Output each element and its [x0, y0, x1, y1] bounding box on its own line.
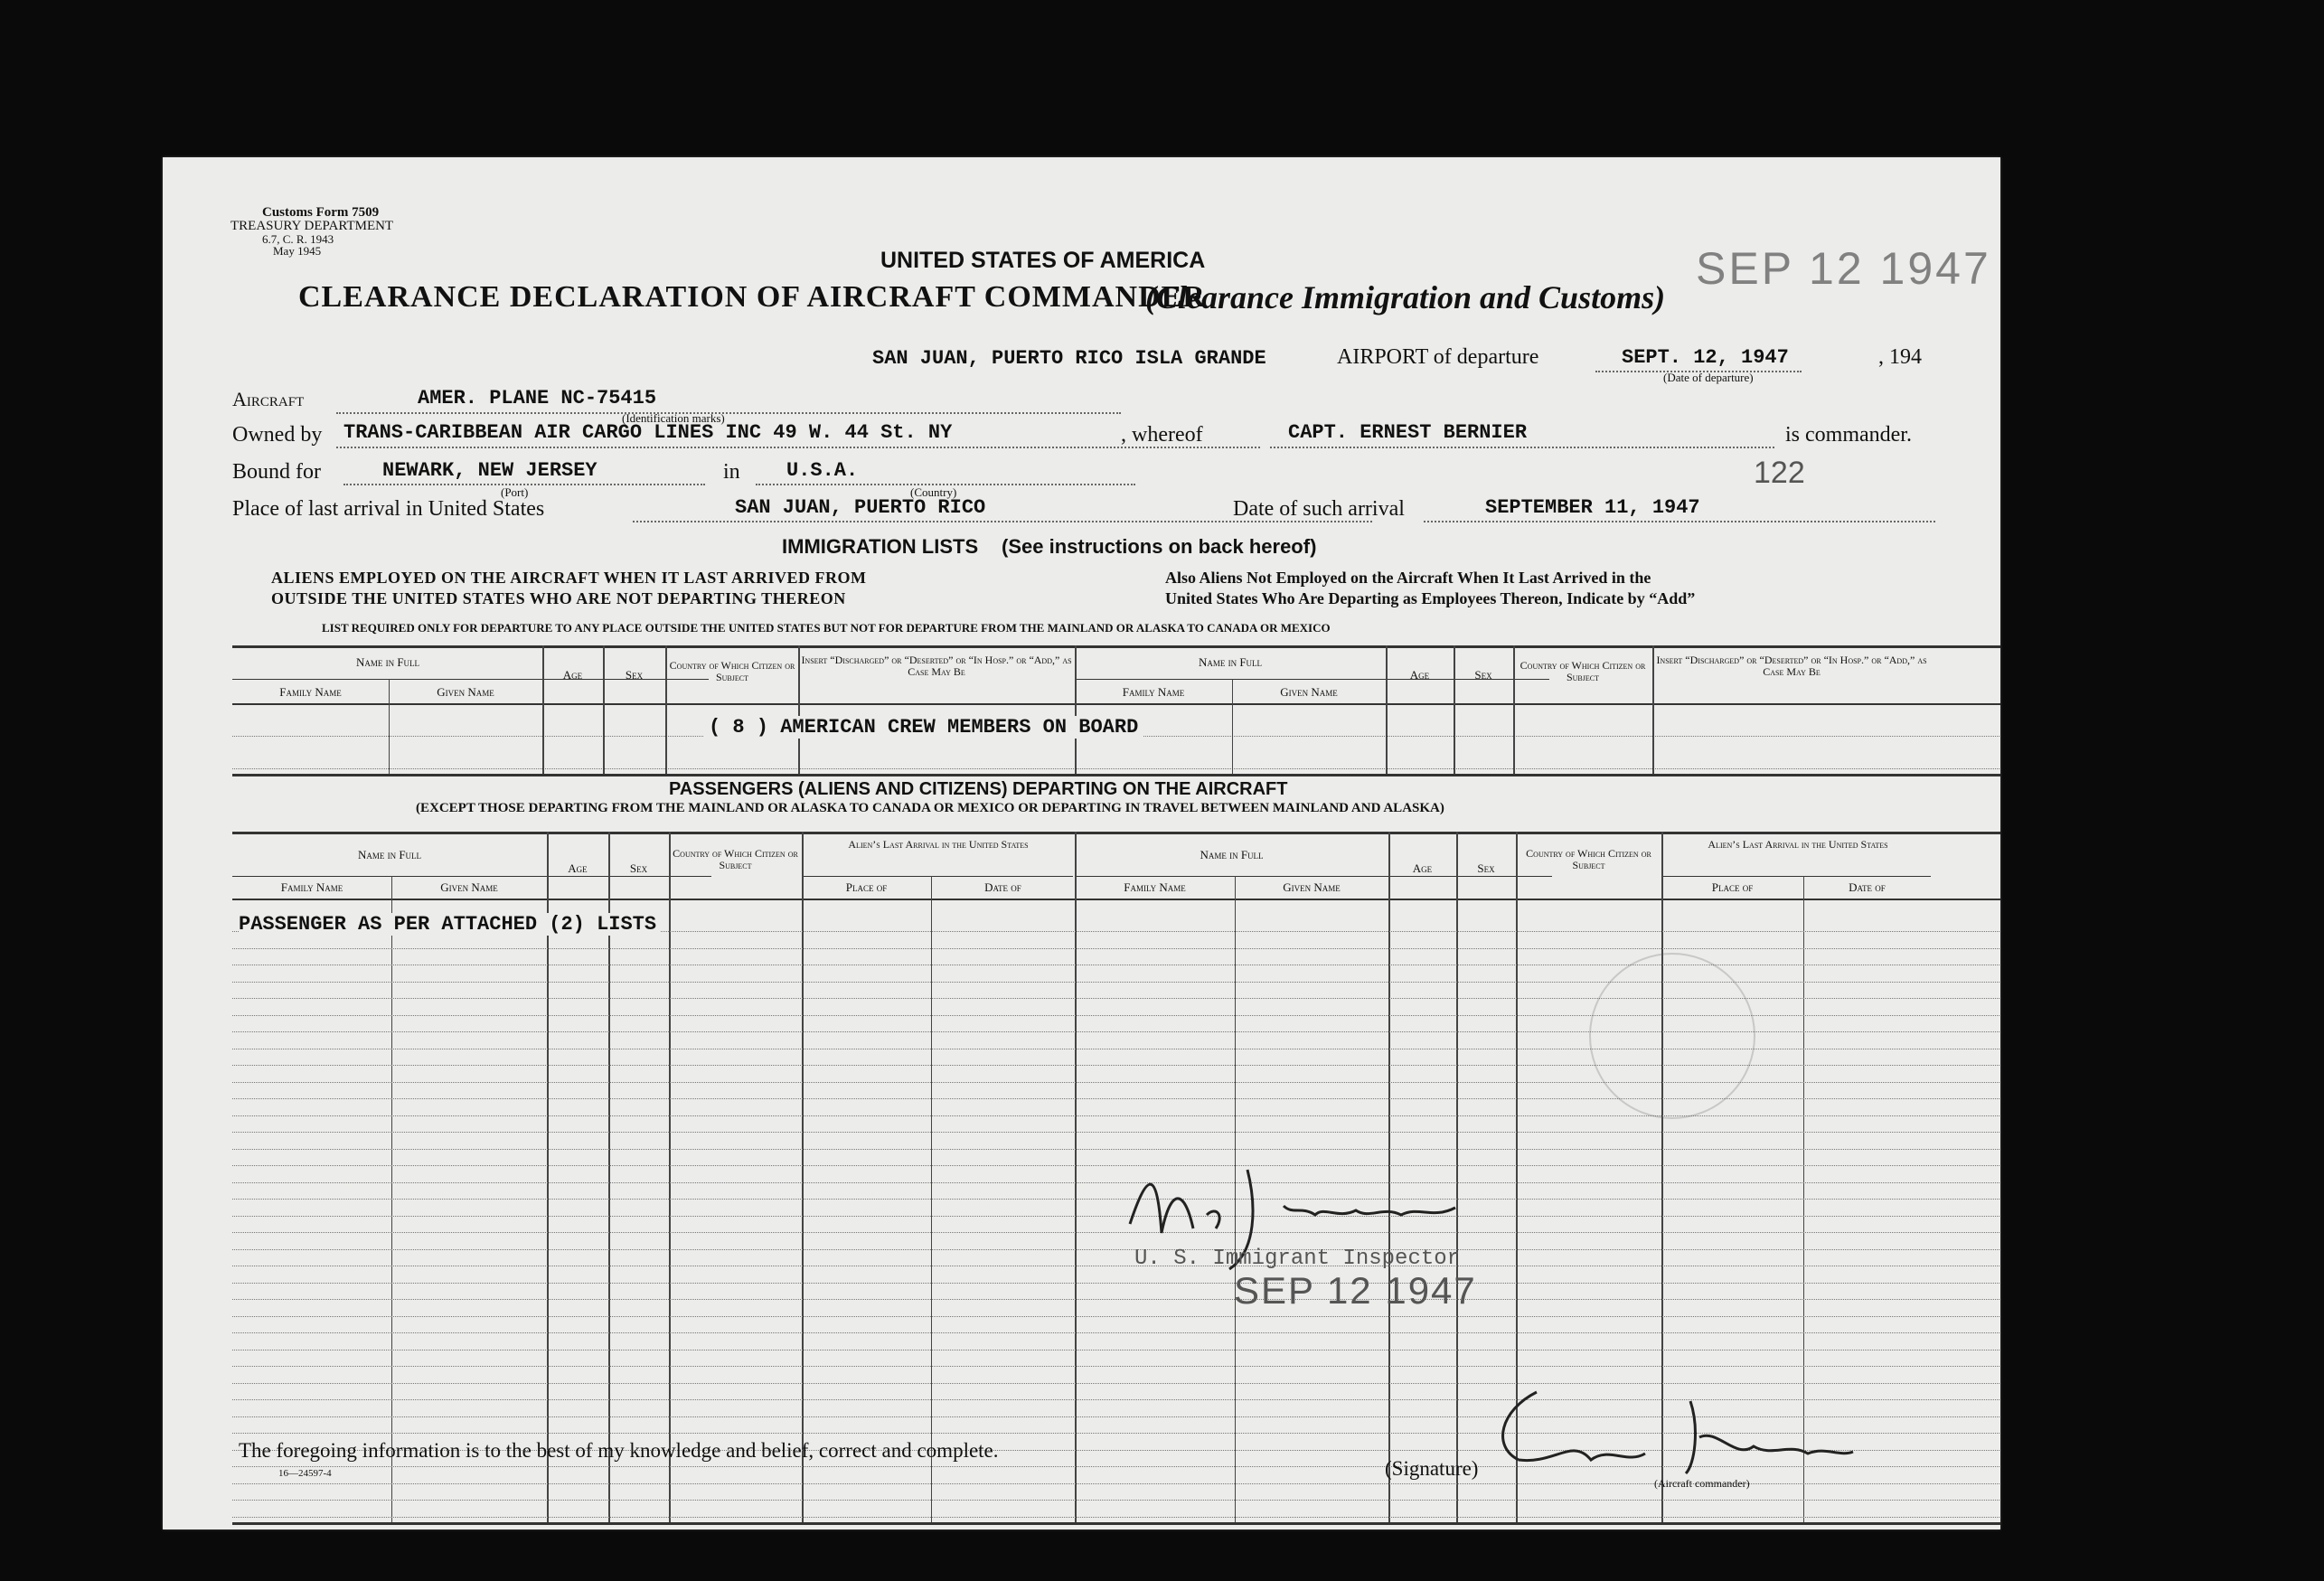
passenger-row-line — [232, 1216, 2000, 1217]
pax-family-header: Family Name — [280, 880, 343, 894]
signature-label: (Signature) — [1385, 1457, 1479, 1480]
passenger-row-line — [232, 1182, 2000, 1183]
pax-name-header: Name in Full — [357, 848, 422, 861]
passengers-subtitle: (EXCEPT THOSE DEPARTING FROM THE MAINLAND OR ALASKA TO CANADA OR MEXICO OR DEPARTING IN TRAVEL BETWEEN MAINLAND AND ALASKA) — [416, 801, 1444, 815]
passenger-row-line — [232, 1115, 2000, 1116]
date-caption: (Date of departure) — [1663, 371, 1754, 384]
signature-caption: (Aircraft commander) — [1654, 1477, 1750, 1490]
last-arrival-label: Place of last arrival in United States — [232, 497, 545, 521]
aircraft-caption: (Identification marks) — [622, 411, 725, 425]
form-date: May 1945 — [273, 244, 322, 258]
form-number: Customs Form 7509 — [262, 205, 380, 220]
crew-sex-header: Sex — [625, 668, 644, 682]
owned-by-label: Owned by — [232, 423, 323, 447]
pax-age-header-right: Age — [1412, 861, 1433, 875]
arrival-date-label: Date of such arrival — [1233, 497, 1405, 521]
pax-last-arrival-header: Alien’s Last Arrival in the United States — [848, 838, 1029, 851]
department: TREASURY DEPARTMENT — [231, 219, 394, 233]
left-heading-1: ALIENS EMPLOYED ON THE AIRCRAFT WHEN IT LAST ARRIVED FROM — [271, 569, 867, 587]
pax-given-header: Given Name — [440, 880, 498, 894]
passenger-row-line — [232, 948, 2000, 949]
passenger-row-line — [232, 1517, 2000, 1518]
arrival-date-value: SEPTEMBER 11, 1947 — [1485, 496, 1700, 519]
passenger-row-line — [232, 1232, 2000, 1233]
commander-signature-mark — [1482, 1374, 1862, 1492]
crew-given-header-right: Given Name — [1280, 685, 1338, 699]
form-title: CLEARANCE DECLARATION OF AIRCRAFT COMMANDER — [298, 280, 1206, 314]
crew-sex-header-right: Sex — [1474, 668, 1492, 682]
airport-label: AIRPORT of departure — [1337, 345, 1539, 369]
owner-value: TRANS-CARIBBEAN AIR CARGO LINES INC 49 W. 44 St. NY — [343, 421, 953, 444]
pax-family-header-right: Family Name — [1124, 880, 1186, 894]
round-stamp-mark — [1589, 953, 1755, 1119]
crew-age-header: Age — [562, 668, 583, 682]
aircraft-label: Aircraft — [232, 388, 305, 410]
immigration-title: IMMIGRATION LISTS — [782, 535, 979, 558]
pax-sex-header: Sex — [629, 861, 648, 875]
inspector-date-stamp: SEP 12 1947 — [1234, 1269, 1477, 1312]
print-code: 16—24597-4 — [278, 1468, 332, 1479]
crew-insert-header-right: Insert “Discharged” or “Deserted” or “In Hosp.” or “Add,” as Case May Be — [1656, 654, 1927, 678]
passengers-title: PASSENGERS (ALIENS AND CITIZENS) DEPARTING ON THE AIRCRAFT — [669, 779, 1288, 799]
crew-name-header-right: Name in Full — [1198, 655, 1263, 669]
last-arrival-value: SAN JUAN, PUERTO RICO — [735, 496, 986, 519]
aircraft-value: AMER. PLANE NC-75415 — [418, 387, 657, 409]
airport-value: SAN JUAN, PUERTO RICO ISLA GRANDE — [872, 347, 1266, 370]
pax-country-header-right: Country of Which Citizen or Subject — [1526, 847, 1651, 871]
port-caption: (Port) — [501, 485, 529, 499]
pax-sex-header-right: Sex — [1477, 861, 1495, 875]
passenger-row-line — [232, 1199, 2000, 1200]
passenger-row-line — [232, 1299, 2000, 1300]
passenger-row-line — [232, 1366, 2000, 1367]
pax-age-header: Age — [568, 861, 588, 875]
list-required-note: LIST REQUIRED ONLY FOR DEPARTURE TO ANY PLACE OUTSIDE THE UNITED STATES BUT NOT FOR DEPARTURE FROM THE MAINLAND OR ALASKA TO CANADA OR MEXICO — [322, 621, 1331, 635]
pax-name-header-right: Name in Full — [1200, 848, 1264, 861]
passenger-row-line — [232, 1098, 2000, 1099]
country-value: U.S.A. — [786, 459, 859, 482]
pax-date-header-right: Date of — [1849, 880, 1886, 894]
crew-country-header: Country of Which Citizen or Subject — [669, 659, 795, 683]
left-heading-2: OUTSIDE THE UNITED STATES WHO ARE NOT DEPARTING THEREON — [271, 589, 846, 607]
pax-last-arrival-header-right: Alien’s Last Arrival in the United States — [1708, 838, 1888, 851]
passenger-row-line — [232, 1500, 2000, 1501]
form-sequence-number: 122 — [1754, 456, 1805, 490]
departure-date: SEPT. 12, 1947 — [1622, 346, 1789, 369]
pax-place-header-right: Place of — [1711, 880, 1754, 894]
crew-country-header-right: Country of Which Citizen or Subject — [1520, 659, 1646, 683]
passenger-row-line — [232, 1165, 2000, 1166]
pax-given-header-right: Given Name — [1283, 880, 1341, 894]
crew-family-header-right: Family Name — [1122, 685, 1185, 699]
passenger-row-line — [232, 1132, 2000, 1133]
whereof-label: , whereof — [1121, 423, 1203, 447]
crew-name-header: Name in Full — [355, 655, 420, 669]
passenger-row-line — [232, 1332, 2000, 1333]
passenger-row-line — [232, 1316, 2000, 1317]
passenger-row-line — [232, 1149, 2000, 1150]
pax-date-header: Date of — [984, 880, 1021, 894]
country-heading: UNITED STATES OF AMERICA — [880, 248, 1206, 273]
date-stamp: SEP 12 1947 — [1696, 243, 1991, 294]
passenger-row-line — [232, 1283, 2000, 1284]
pax-place-header: Place of — [845, 880, 888, 894]
bound-for-label: Bound for — [232, 460, 321, 484]
crew-family-header: Family Name — [279, 685, 342, 699]
is-commander-label: is commander. — [1785, 423, 1912, 447]
pax-country-header: Country of Which Citizen or Subject — [673, 847, 798, 871]
right-heading-2: United States Who Are Departing as Employees Thereon, Indicate by “Add” — [1165, 589, 1696, 607]
regulation: 6.7, C. R. 1943 — [262, 232, 334, 246]
right-heading-1: Also Aliens Not Employed on the Aircraft When It Last Arrived in the — [1165, 569, 1651, 587]
crew-insert-header-left: Insert “Discharged” or “Deserted” or “In Hosp.” or “Add,” as Case May Be — [801, 654, 1072, 678]
country-caption: (Country) — [910, 485, 957, 499]
form-title-italic: (Clearance Immigration and Customs) — [1145, 279, 1666, 315]
passenger-entry: PASSENGER AS PER ATTACHED (2) LISTS — [239, 913, 660, 936]
in-label: in — [723, 460, 740, 484]
footer-statement: The foregoing information is to the best of my knowledge and belief, correct and complete. — [239, 1439, 999, 1462]
port-value: NEWARK, NEW JERSEY — [382, 459, 597, 482]
immigration-note: (See instructions on back hereof) — [1002, 535, 1317, 558]
year-suffix: , 194 — [1878, 345, 1922, 369]
crew-given-header: Given Name — [437, 685, 494, 699]
passenger-row-line — [232, 1249, 2000, 1250]
crew-age-header-right: Age — [1409, 668, 1430, 682]
crew-entry: ( 8 ) AMERICAN CREW MEMBERS ON BOARD — [703, 716, 1143, 739]
inspector-title: U. S. Immigrant Inspector — [1134, 1247, 1461, 1271]
commander-value: CAPT. ERNEST BERNIER — [1288, 421, 1528, 444]
clearance-declaration-form — [163, 157, 2000, 1529]
